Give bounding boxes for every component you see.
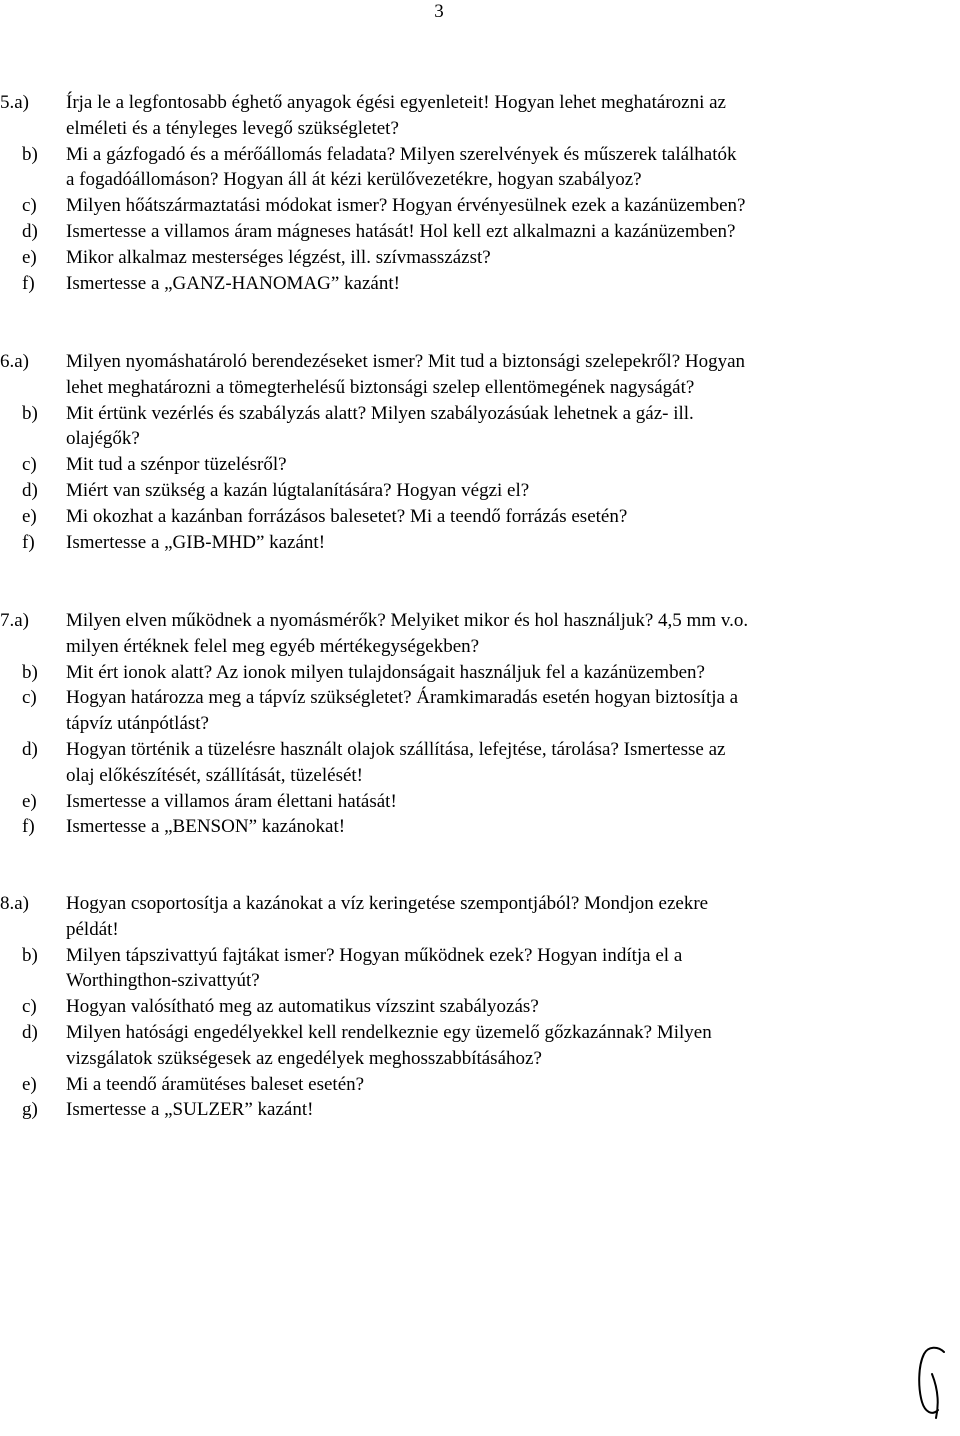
- question-item: [0, 814, 866, 840]
- question-item: [0, 401, 866, 453]
- question-text-line: olaj előkészítését, szállítását, tüzelését!: [66, 764, 364, 786]
- question-label: 8.a): [0, 893, 30, 914]
- question-item: [0, 943, 866, 995]
- question-text-line: Hogyan történik a tüzelésre használt olajok szállítása, lefejtése, tárolása? Ismertesse az: [66, 738, 726, 760]
- question-text-line: Hogyan csoportosítja a kazánokat a víz keringetése szempontjából? Mondjon ezekre: [66, 893, 709, 914]
- question-item: [0, 608, 866, 660]
- question-text-line: Mit tud a szénpor tüzelésről?: [66, 454, 287, 476]
- question-section-5: [0, 90, 960, 296]
- question-text-line: Milyen hatósági engedélyekkel kell rendelkeznie egy üzemelő gőzkazánnak? Milyen: [66, 1021, 712, 1043]
- question-label: d): [22, 479, 38, 501]
- question-item: [0, 660, 866, 686]
- question-text-line: Hogyan határozza meg a tápvíz szükségletet? Áramkimaradás esetén hogyan biztosítja a: [66, 687, 739, 709]
- question-item: [0, 994, 866, 1020]
- question-text-line: Ismertesse a villamos áram mágneses hatását! Hol kell ezt alkalmazni a kazánüzemben?: [66, 220, 736, 242]
- question-label: e): [22, 505, 37, 527]
- question-label: d): [22, 738, 38, 760]
- question-item: [0, 1072, 866, 1098]
- question-item: [0, 789, 866, 815]
- question-text-line: Milyen tápszivattyú fajtákat ismer? Hogyan működnek ezek? Hogyan indítja el a: [66, 944, 683, 966]
- question-text-line: Mi a gázfogadó és a mérőállomás feladata? Milyen szerelvények és műszerek találhatók: [66, 143, 737, 165]
- question-label: 6.a): [0, 351, 30, 372]
- question-label: f): [22, 816, 35, 838]
- question-label: b): [22, 402, 38, 424]
- question-item: [0, 530, 866, 556]
- question-section-8: [0, 891, 960, 1123]
- question-item: [0, 90, 866, 142]
- question-text-line: Ismertesse a villamos áram élettani hatását!: [66, 790, 397, 812]
- question-label: b): [22, 143, 38, 165]
- question-text-line: Mit értünk vezérlés és szabályzás alatt? Milyen szabályozásúak lehetnek a gáz- ill.: [66, 402, 694, 424]
- handwritten-initial-signature: [910, 1344, 950, 1424]
- question-text-line: Mi a teendő áramütéses baleset esetén?: [66, 1073, 365, 1095]
- question-text-line: Ismertesse a „SULZER” kazánt!: [66, 1099, 314, 1121]
- question-text-line: Milyen hőátszármaztatási módokat ismer? Hogyan érvényesülnek ezek a kazánüzemben?: [66, 195, 746, 217]
- question-text-line: Mi okozhat a kazánban forrázásos balesetet? Mi a teendő forrázás esetén?: [66, 505, 628, 527]
- question-item: [0, 452, 866, 478]
- question-label: 5.a): [0, 92, 30, 113]
- question-text-line: elméleti és a tényleges levegő szükségletet?: [66, 117, 399, 139]
- question-text-line: tápvíz utánpótlást?: [66, 713, 209, 735]
- question-label: b): [22, 944, 38, 966]
- question-label: f): [22, 531, 35, 553]
- question-label: b): [22, 661, 38, 683]
- question-item: [0, 245, 866, 271]
- question-label: 7.a): [0, 610, 30, 631]
- question-text-line: olajégők?: [66, 428, 140, 450]
- question-text-line: milyen értéknek felel meg egyéb mértékegységekben?: [66, 635, 480, 657]
- question-label: g): [22, 1099, 38, 1121]
- page-number: 3: [434, 1, 444, 22]
- question-text-line: a fogadóállomáson? Hogyan áll át kézi kerülővezetékre, hogyan szabályoz?: [66, 169, 642, 191]
- question-item: [0, 478, 866, 504]
- question-text-line: példát!: [66, 918, 119, 940]
- question-section-7: [0, 608, 960, 840]
- question-label: c): [22, 195, 37, 217]
- question-item: [0, 349, 866, 401]
- question-text-line: Milyen nyomáshatároló berendezéseket ismer? Mit tud a biztonsági szelepekről? Hogyan: [66, 351, 746, 372]
- question-item: [0, 504, 866, 530]
- question-item: [0, 1097, 866, 1123]
- question-label: d): [22, 220, 38, 242]
- question-text-line: Mikor alkalmaz mesterséges légzést, ill. szívmasszázst?: [66, 246, 491, 268]
- question-item: [0, 1020, 866, 1072]
- question-text-line: lehet meghatározni a tömegterhelésű biztonsági szelep ellentömegének nagyságát?: [66, 376, 695, 398]
- question-label: c): [22, 687, 37, 709]
- question-label: e): [22, 790, 37, 812]
- question-label: d): [22, 1021, 38, 1043]
- question-item: [0, 271, 866, 297]
- question-text-line: Hogyan valósítható meg az automatikus vízszint szabályozás?: [66, 996, 539, 1018]
- question-text-line: Ismertesse a „GANZ-HANOMAG” kazánt!: [66, 272, 400, 294]
- question-label: c): [22, 996, 37, 1018]
- question-text-line: vizsgálatok szükségesek az engedélyek meghosszabbításához?: [66, 1047, 542, 1069]
- question-text-line: Mit ért ionok alatt? Az ionok milyen tulajdonságait használjuk fel a kazánüzemben?: [66, 661, 705, 683]
- question-item: [0, 193, 866, 219]
- question-text-line: Worthingthon-szivattyút?: [66, 970, 260, 992]
- question-text-line: Ismertesse a „GIB-MHD” kazánt!: [66, 531, 326, 553]
- question-item: [0, 737, 866, 789]
- question-section-6: [0, 349, 960, 555]
- question-label: e): [22, 1073, 37, 1095]
- question-text-line: Írja le a legfontosabb éghető anyagok égési egyenleteit! Hogyan lehet meghatározni az: [66, 92, 726, 113]
- question-text-line: Ismertesse a „BENSON” kazánokat!: [66, 816, 346, 838]
- question-item: [0, 219, 866, 245]
- question-item: [0, 142, 866, 194]
- question-item: [0, 891, 866, 943]
- question-item: [0, 685, 866, 737]
- question-label: f): [22, 272, 35, 294]
- question-label: e): [22, 246, 37, 268]
- question-label: c): [22, 454, 37, 476]
- question-text-line: Miért van szükség a kazán lúgtalanítására? Hogyan végzi el?: [66, 479, 530, 501]
- question-text-line: Milyen elven működnek a nyomásmérők? Melyiket mikor és hol használjuk? 4,5 mm v.o.: [66, 610, 749, 631]
